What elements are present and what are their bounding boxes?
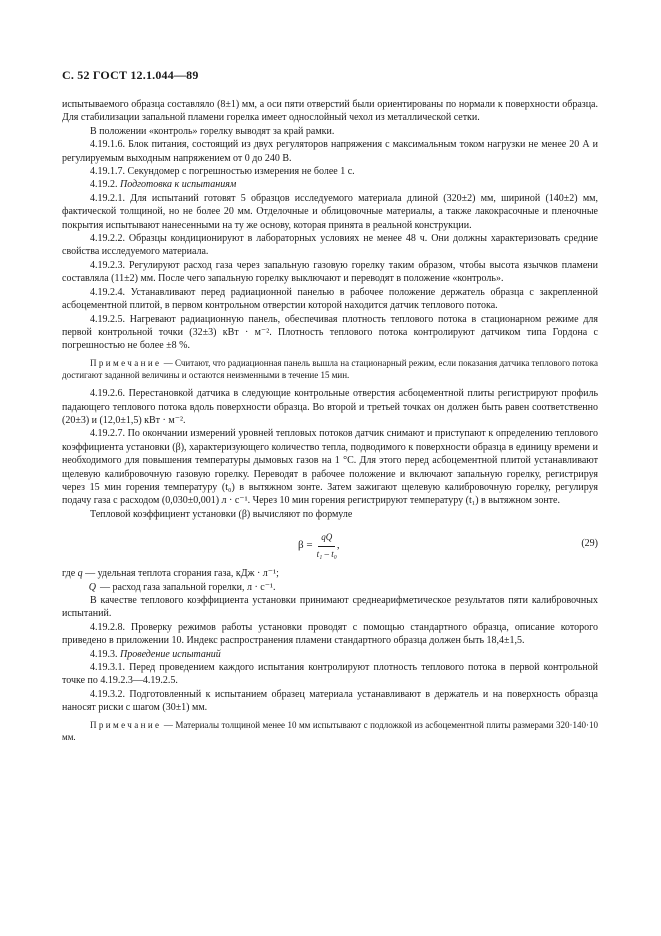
paragraph: 4.19.2.8. Проверку режимов работы установки проводят с помощью стандартного образца, описание которого приведено в приложении 10. Индекс распространения пламени стандартного образца должен быть 18,4±1,5. [62, 621, 598, 647]
paragraph: 4.19.1.7. Секундомер с погрешностью измерения не более 1 с. [90, 166, 355, 178]
formula [298, 531, 340, 561]
formula-denominator: t₁ – t₀ [316, 548, 337, 559]
paragraph: 4.19.3.1. Перед проведением каждого испытания контролируют плотность теплового потока в первой контрольной точке по 4.19.2.3—4.19.2.5. [62, 662, 598, 687]
legend-symbol: q [77, 568, 83, 580]
note-label: Примечание [90, 357, 162, 368]
paragraph: 4.19.3.2. Подготовленный к испытанием образец материала устанавливают в держатель и на поверхность образца наносят риски с шагом (30±1) мм. [62, 688, 598, 714]
section-heading [62, 178, 598, 191]
formula-trail: , [336, 539, 340, 552]
section-title: Проведение испытаний [120, 648, 221, 660]
section-heading [62, 648, 598, 661]
legend-text: — расход газа запальной горелки, л · с⁻¹. [100, 581, 276, 593]
paragraph: 4.19.1.6. Блок питания, состоящий из двух регуляторов напряжения с максимальным током нагрузки не менее 20 А и регулируемым выходным напряжением от 0 до 240 В. [62, 139, 598, 164]
formula-numerator: qQ [318, 531, 335, 546]
legend-symbol: Q [88, 581, 96, 593]
paragraph: 4.19.2.1. Для испытаний готовят 5 образцов исследуемого материала длиной (320±2) мм, шириной (140±2) мм, фактической толщиной, но не более 20 мм. Отделочные и облицовочные материалы, а также лакокрасочные и пленочные покрытия испытывают нанесенными на ту же основу, которая принята в реальной конструкции. [62, 192, 598, 231]
note-text: — Материалы толщиной менее 10 мм испытывают с подложкой из асбоцементной плиты размерами 320·140·10 мм. [62, 719, 598, 742]
legend-intro: где [62, 568, 76, 580]
note-text: — Считают, что радиационная панель вышла на стационарный режим, если показания датчика теплового потока достигают заданной величины и остаются неизменными в течение 15 мин. [62, 357, 598, 380]
note-label: Примечание [90, 719, 162, 730]
paragraph: В качестве теплового коэффициента установки принимают среднеарифметическое результатов пяти калибровочных испытаний. [62, 595, 598, 620]
page-header: С. 52 ГОСТ 12.1.044—89 [62, 68, 199, 82]
note [62, 719, 598, 743]
paragraph: 4.19.2.4. Устанавливают перед радиационной панелью в рабочее положение держатель образца с закрепленной асбоцементной плитой, в первом контрольном отверстии которой находится датчик теплового потока. [62, 286, 598, 312]
formula-lhs: β = [298, 539, 313, 552]
section-number: 4.19.3. [90, 648, 118, 660]
equation-number: (29) [581, 538, 598, 550]
note [62, 357, 598, 381]
legend-text: — удельная теплота сгорания газа, кДж · л⁻¹; [85, 568, 279, 580]
paragraph: 4.19.2.5. Нагревают радиационную панель, обеспечивая плотность теплового потока в стационарном режиме для первой контрольной точки (32±3) кВт · м⁻². Плотность теплового потока контролируют датчиком типа Гордона с погрешностью не более ±8 %. [62, 313, 598, 352]
paragraph: В положении «контроль» горелку выводят за край рамки. [90, 125, 335, 137]
document-body [62, 98, 598, 749]
legend-item [62, 567, 598, 580]
paragraph: Тепловой коэффициент установки (β) вычисляют по формуле [90, 508, 353, 520]
section-title: Подготовка к испытаниям [120, 179, 237, 191]
formula-fraction [317, 531, 337, 561]
paragraph: 4.19.2.3. Регулируют расход газа через запальную газовую горелку таким образом, чтобы высота язычков пламени составляла (11±2) мм. После чего запальную горелку выключают и переводят в положение «контроль». [62, 259, 598, 285]
paragraph: 4.19.2.2. Образцы кондиционируют в лабораторных условиях не менее 48 ч. Они должны характеризовать средние свойства исследуемого материала. [62, 233, 598, 258]
paragraph: 4.19.2.7. По окончании измерений уровней тепловых потоков датчик снимают и приступают к определению теплового коэффициента установки (β), характеризующего количество тепла, подводимого к поверхности образца в единицу времени и необходимого для повышения температуры дымовых газов на 1 °С. Для этого перед асбоцементной плитой устанавливают щелевую калибровочную газовую горелку. Переводят в рабочее положение и включают запальную горелку, регистрируя через 15 мин горения температуру (t₀) в вытяжном зонте. Затем зажигают щелевую калибровочную горелку, регулируя подачу газа с расходом (0,030±0,001) л · с⁻¹. Через 10 мин горения регистрируют температуру (t₁) в вытяжном зонте. [62, 428, 598, 507]
formula-block [62, 527, 598, 567]
legend-item [62, 581, 598, 594]
section-number: 4.19.2. [90, 179, 118, 191]
paragraph: 4.19.2.6. Перестановкой датчика в следующие контрольные отверстия асбоцементной плиты регистрируют профиль падающего теплового потока вдоль поверхности образца. Во второй и третьей точках он должен быть равен соответственно (20±3) и (12,0±1,5) кВт · м⁻². [62, 388, 598, 426]
paragraph: испытываемого образца составляло (8±1) мм, а оси пяти отверстий были ориентированы по нормали к поверхности образца. Для стабилизации запальной пламени горелка имеет однослойный чехол из металлической сетки. [62, 99, 598, 124]
